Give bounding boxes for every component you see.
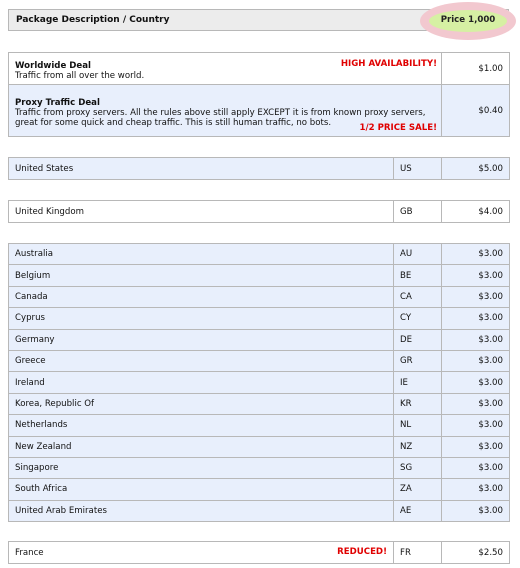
country-name: Korea, Republic Of: [9, 393, 394, 414]
deal-tag: HIGH AVAILABILITY!: [340, 59, 437, 69]
table-row[interactable]: [9, 415, 510, 436]
country-price: $3.00: [442, 350, 510, 371]
country-price: $3.00: [442, 265, 510, 286]
country-name: France: [15, 547, 44, 558]
table-row[interactable]: [9, 265, 510, 286]
country-code: NL: [394, 415, 442, 436]
reduced-tag: REDUCED!: [337, 547, 387, 557]
deal-tag: 1/2 PRICE SALE!: [359, 123, 437, 133]
country-price: $5.00: [442, 158, 510, 180]
deal-price: $1.00: [442, 53, 510, 85]
table-row[interactable]: [9, 158, 510, 180]
country-price: $3.00: [442, 393, 510, 414]
deal-title: Worldwide Deal: [15, 61, 91, 71]
deal-description-cell: [9, 53, 442, 85]
country-name: Greece: [9, 350, 394, 371]
country-name: Cyprus: [9, 308, 394, 329]
country-price: $3.00: [442, 436, 510, 457]
country-code: DE: [394, 329, 442, 350]
country-price: $3.00: [442, 308, 510, 329]
deal-row-proxy[interactable]: [9, 85, 510, 137]
country-name: United Arab Emirates: [9, 500, 394, 521]
table-row[interactable]: [9, 286, 510, 307]
country-price: $3.00: [442, 372, 510, 393]
country-price: $3.00: [442, 479, 510, 500]
country-code: GB: [394, 201, 442, 223]
table-row[interactable]: [9, 457, 510, 478]
country-code: NZ: [394, 436, 442, 457]
deal-title: Proxy Traffic Deal: [15, 98, 100, 108]
country-price: $3.00: [442, 286, 510, 307]
country-code: FR: [394, 542, 442, 564]
country-code: GR: [394, 350, 442, 371]
table-row[interactable]: [9, 350, 510, 371]
country-name: Netherlands: [9, 415, 394, 436]
country-code: BE: [394, 265, 442, 286]
country-code: CA: [394, 286, 442, 307]
country-name: Belgium: [9, 265, 394, 286]
country-table-group-4: [8, 541, 510, 564]
country-code: CY: [394, 308, 442, 329]
country-price: $3.00: [442, 329, 510, 350]
table-row[interactable]: [9, 542, 510, 564]
country-name: Australia: [9, 244, 394, 265]
country-table-group-1: [8, 157, 510, 180]
country-name: New Zealand: [9, 436, 394, 457]
country-code: AU: [394, 244, 442, 265]
country-table-group-2: [8, 200, 510, 223]
country-price: $3.00: [442, 415, 510, 436]
table-row[interactable]: [9, 393, 510, 414]
country-name: Germany: [9, 329, 394, 350]
country-price: $3.00: [442, 457, 510, 478]
table-row[interactable]: [9, 329, 510, 350]
country-code: IE: [394, 372, 442, 393]
country-name: United States: [9, 158, 394, 180]
country-code: KR: [394, 393, 442, 414]
deal-description-cell: [9, 85, 442, 137]
country-price: $2.50: [442, 542, 510, 564]
country-price: $4.00: [442, 201, 510, 223]
country-name: Ireland: [9, 372, 394, 393]
country-code: SG: [394, 457, 442, 478]
deal-description: Traffic from proxy servers. All the rules above still apply EXCEPT it is from known proxy servers, great for some quick and cheap traffic. This is still human traffic, no bots.: [15, 108, 426, 128]
table-row[interactable]: [9, 479, 510, 500]
country-code: US: [394, 158, 442, 180]
table-row[interactable]: [9, 372, 510, 393]
deals-table: [8, 52, 510, 137]
table-row[interactable]: [9, 500, 510, 521]
country-name: Canada: [9, 286, 394, 307]
country-table-group-3: [8, 243, 510, 522]
deal-row-worldwide[interactable]: [9, 53, 510, 85]
table-row[interactable]: [9, 308, 510, 329]
country-name: United Kingdom: [9, 201, 394, 223]
table-row[interactable]: [9, 201, 510, 223]
table-row[interactable]: [9, 244, 510, 265]
deal-description: Traffic from all over the world.: [15, 71, 145, 81]
country-code: AE: [394, 500, 442, 521]
country-name: Singapore: [9, 457, 394, 478]
country-name: South Africa: [9, 479, 394, 500]
country-code: ZA: [394, 479, 442, 500]
column-header-price: Price 1,000: [440, 15, 496, 25]
table-row[interactable]: [9, 436, 510, 457]
country-price: $3.00: [442, 500, 510, 521]
deal-price: $0.40: [442, 85, 510, 137]
country-price: $3.00: [442, 244, 510, 265]
country-name-cell: [9, 542, 394, 564]
column-header-description: Package Description / Country: [16, 15, 170, 25]
